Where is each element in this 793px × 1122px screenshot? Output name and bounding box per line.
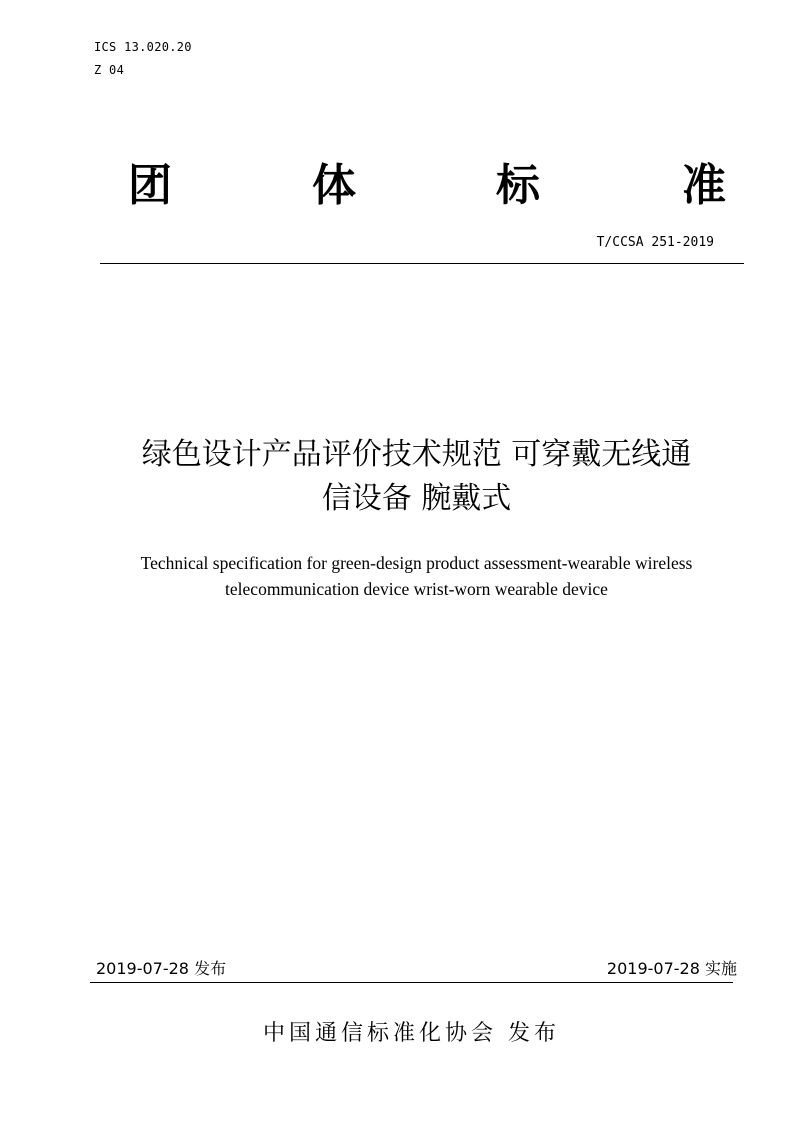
standard-type-char-3: 标 xyxy=(496,160,540,211)
english-title xyxy=(60,550,773,602)
standard-number: T/CCSA 251-2019 xyxy=(596,235,714,250)
chinese-title-line-1: 绿色设计产品评价技术规范 可穿戴无线通 xyxy=(141,437,692,472)
top-divider xyxy=(100,263,744,264)
standard-type-char-1: 团 xyxy=(128,160,172,211)
chinese-title-line-2: 信设备 腕戴式 xyxy=(321,481,512,516)
implement-date: 2019-07-28 实施 xyxy=(606,959,737,978)
english-title-line-1: Technical specification for green-design product assessment-wearable wireless xyxy=(140,553,693,573)
issuer: 中国通信标准化协会 发布 xyxy=(263,1021,560,1046)
standard-type-char-4: 准 xyxy=(682,160,726,211)
bottom-divider xyxy=(90,982,733,983)
ics-code: ICS 13.020.20 xyxy=(94,40,192,54)
english-title-line-2: telecommunication device wrist-worn wearable device xyxy=(225,579,608,599)
chinese-title xyxy=(70,433,763,521)
ccs-code: Z 04 xyxy=(94,63,125,77)
standard-type-char-2: 体 xyxy=(312,160,356,211)
publish-date: 2019-07-28 发布 xyxy=(96,959,227,978)
